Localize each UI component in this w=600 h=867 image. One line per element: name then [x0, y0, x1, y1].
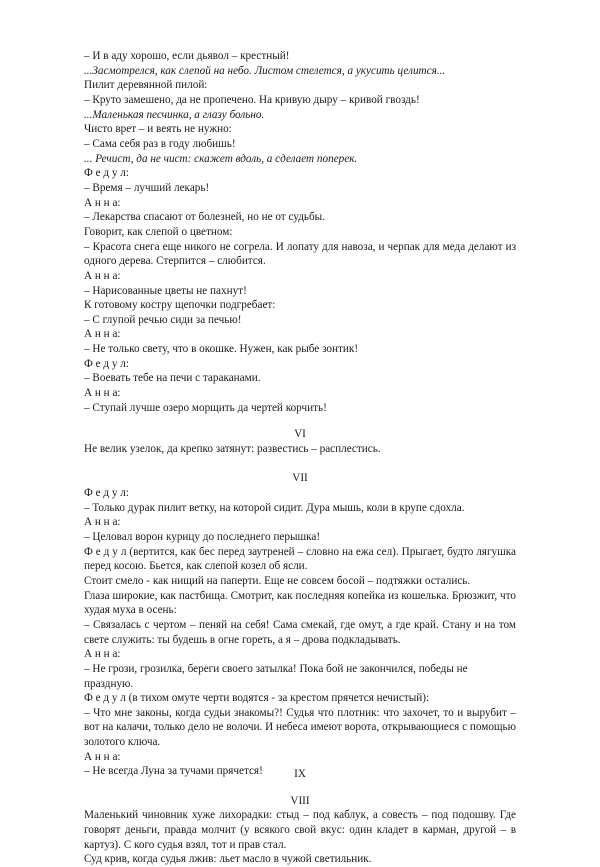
speaker-name-fedul: Ф е д у л:	[84, 357, 129, 370]
spacer	[84, 415, 516, 427]
text-line: – Ступай лучше озеро морщить да чертей корчить!	[84, 401, 327, 414]
text-line: – И в аду хорошо, если дьявол – крестный!	[84, 50, 290, 62]
paragraph-block	[84, 808, 516, 867]
text-line: Не велик узелок, да крепко затянут: развестись – расплестись.	[84, 443, 381, 456]
text-line: – Время – лучший лекарь!	[84, 181, 210, 194]
speaker-name-anna: А н н а:	[84, 387, 121, 400]
text-line: Говорит, как слепой о цветном:	[84, 225, 233, 238]
text-line: Чисто врет – и веять не нужно:	[84, 123, 232, 136]
text-line: – Не только свету, что в окошке. Нужен, как рыбе зонтик!	[84, 343, 359, 356]
text-line: Ф е д у л (вертится, как бес перед заутреней – словно на ежа сел). Прыгает, будто лягушка перед косою. Бьется, как слепой козел об ясли.	[84, 545, 516, 573]
text-line: К готовому костру щепочки подгребает:	[84, 299, 276, 312]
speaker-name-anna: А н н а:	[84, 196, 121, 209]
page-folio-number: IX	[294, 768, 306, 780]
spacer	[84, 457, 516, 472]
paragraph-block	[84, 49, 516, 415]
section-number-viii: VIII	[290, 794, 310, 807]
speaker-name-anna: А н н а:	[84, 516, 121, 529]
text-line: Глаза широкие, как пастбища. Смотрит, как последняя копейка из кошелька. Брюзжит, что худая муха в осень:	[84, 589, 516, 617]
text-line: – Что мне законы, когда судьи знакомы?! Судья что плотник: что захочет, то и вырубит – вот на калачи, только дело не волочи. И небеса имеют ворота, открывающиеся с помощью золотого ключа.	[84, 706, 516, 749]
speaker-name-anna: А н н а:	[84, 750, 121, 763]
text-line: – Только дурак пилит ветку, на которой сидит. Дура мышь, коли в крупе сдохла.	[84, 501, 465, 514]
text-line: Ф е д у л (в тихом омуте черти водятся - за крестом прячется нечистый):	[84, 692, 430, 705]
text-line: – Красота снега еще никого не согрела. И лопату для навоза, и черпак для меда делают из одного дерева. Стерпится – слюбится.	[84, 240, 516, 268]
text-line-italic: ...Засмотрелся, как слепой на небо. Листом стелется, а укусить целится...	[84, 64, 446, 77]
text-line: – Круто замешено, да не пропечено. На кривую дыру – кривой гвоздь!	[84, 93, 420, 106]
text-line: – Лекарства спасают от болезней, но не от судьбы.	[84, 211, 325, 224]
section-number-vii: VII	[292, 472, 308, 485]
speaker-name-anna: А н н а:	[84, 269, 121, 282]
text-line: – Нарисованные цветы не пахнут!	[84, 284, 247, 297]
speaker-name-anna: А н н а:	[84, 648, 121, 661]
text-line: – Не грози, грозилка, береги своего затылка! Пока бой не закончился, победы не праздную.	[84, 662, 468, 690]
speaker-name-fedul: Ф е д у л:	[84, 486, 129, 499]
spacer	[84, 779, 516, 794]
text-line: – Не всегда Луна за тучами прячется!	[84, 765, 263, 778]
text-line: – Воевать тебе на печи с тараканами.	[84, 372, 261, 385]
text-line: – С глупой речью сиди за печью!	[84, 313, 242, 326]
text-line: – Сама себя раз в году любишь!	[84, 137, 236, 150]
page-text-body	[84, 49, 516, 867]
text-line: Маленький чиновник хуже лихорадки: стыд – под каблук, а совесть – под подошву. Где говорят деньги, правда молчит (у всякого свой вкус: один кладет в карман, другой – в картуз). С кого судья взял, тот и прав стал.	[84, 809, 516, 851]
text-line: Суд крив, когда судья лжив: льет масло в чужой светильник.	[84, 853, 372, 866]
paragraph-block	[84, 486, 516, 779]
speaker-name-anna: А н н а:	[84, 328, 121, 341]
text-line: Стоит смело - как нищий на паперти. Еще не совсем босой – подтяжки остались.	[84, 574, 471, 587]
paragraph-block	[84, 442, 516, 457]
text-line-italic: ...Маленькая песчинка, а глазу больно.	[84, 108, 265, 121]
speaker-name-fedul: Ф е д у л:	[84, 167, 129, 180]
text-line-italic: ... Речист, да не чист: скажет вдоль, а сделает поперек.	[84, 152, 358, 165]
text-line: – Связалась с чертом – пеняй на себя! Сама смекай, где омут, а где край. Стану и на том свете служить: ты будешь в огне гореть, а я – дрова подкладывать.	[84, 618, 516, 646]
section-number-vi: VI	[294, 428, 306, 441]
text-line: Пилит деревянной пилой:	[84, 79, 208, 92]
text-line: – Целовал ворон курицу до последнего перышка!	[84, 530, 321, 543]
